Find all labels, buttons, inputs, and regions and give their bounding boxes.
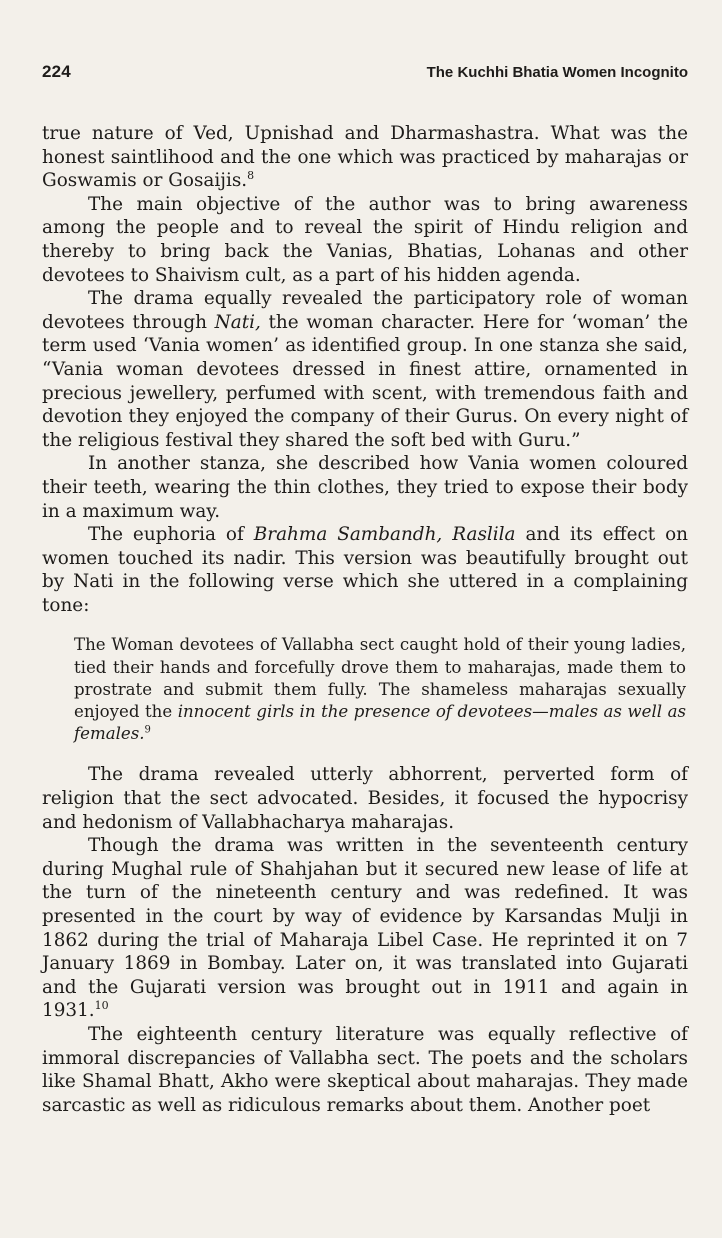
paragraph: true nature of Ved, Upnishad and Dharmashastra. What was the honest saintlihood and the one which was practiced by maharajas or Goswamis or Gosaijis.$^8$ xyxy=(42,123,688,192)
running-title: The Kuchhi Bhatia Women Incognito xyxy=(426,64,688,81)
block-quote: The Woman devotees of Vallabha sect caught hold of their young ladies, tied their hands and forcefully drove them to maharajas, made them to prostrate and submit them fully. The shameless maharajas sexually enjoyed the innocent girls in the presence of devotees—males as well as females.$^9$ xyxy=(74,635,686,744)
page-number: 224 xyxy=(42,62,71,81)
italic-term: Nati, xyxy=(214,311,261,333)
paragraph: The main objective of the author was to bring awareness among the people and to reveal the spirit of Hindu religion and thereby to bring back the Vanias, Bhatias, Lohanas and other devotees to Shaivism cult, as a part of his hidden agenda. xyxy=(42,193,688,286)
footnote-marker: 8 xyxy=(247,169,255,183)
paragraph: In another stanza, she described how Vania women coloured their teeth, wearing the thin clothes, they tried to expose their body in a maximum way. xyxy=(42,453,688,522)
paragraph: The drama equally revealed the participatory role of woman devotees through Nati, the woman character. Here for ‘woman’ the term used ‘Vania women’ as identified group. In one stanza she said, “Vania woman devotees dressed in finest attire, ornamented in precious jewellery, perfumed with scent, with tremendous faith and devotion they enjoyed the company of their Gurus. On every night of the religious festival they shared the soft bed with Guru.” xyxy=(42,288,689,451)
paragraph: Though the drama was written in the seventeenth century during Mughal rule of Shahjahan but it secured new lease of life at the turn of the nineteenth century and was redefined. It was presented in the court by way of evidence by Karsandas Mulji in 1862 during the trial of Maharaja Libel Case. He reprinted it on 7 January 1869 in Bombay. Later on, it was translated into Gujarati and the Gujarati version was brought out in 1911 and again in 1931.10 xyxy=(42,835,688,1022)
page-header xyxy=(42,62,688,82)
paragraph: The drama revealed utterly abhorrent, perverted form of religion that the sect advocated. Besides, it focused the hypocrisy and hedonism of Vallabhacharya maharajas. xyxy=(42,764,688,833)
paragraph: The eighteenth century literature was equally reflective of immoral discrepancies of Vallabha sect. The poets and the scholars like Shamal Bhatt, Akho were skeptical about maharajas. They made sarcastic as well as ridiculous remarks about them. Another poet xyxy=(42,1024,688,1116)
body-text xyxy=(42,122,688,1117)
paragraph: The euphoria of Brahma Sambandh, Raslila and its effect on women touched its nadir. This version was beautifully brought out by Nati in the following verse which she uttered in a complaining tone: xyxy=(42,524,688,616)
italic-term: Brahma Sambandh, Raslila xyxy=(253,524,516,546)
footnote-marker: 10 xyxy=(94,999,109,1013)
footnote-marker: 9 xyxy=(144,724,151,736)
quote-italic: innocent girls in the presence of devotees—males as well as females. xyxy=(74,702,686,744)
